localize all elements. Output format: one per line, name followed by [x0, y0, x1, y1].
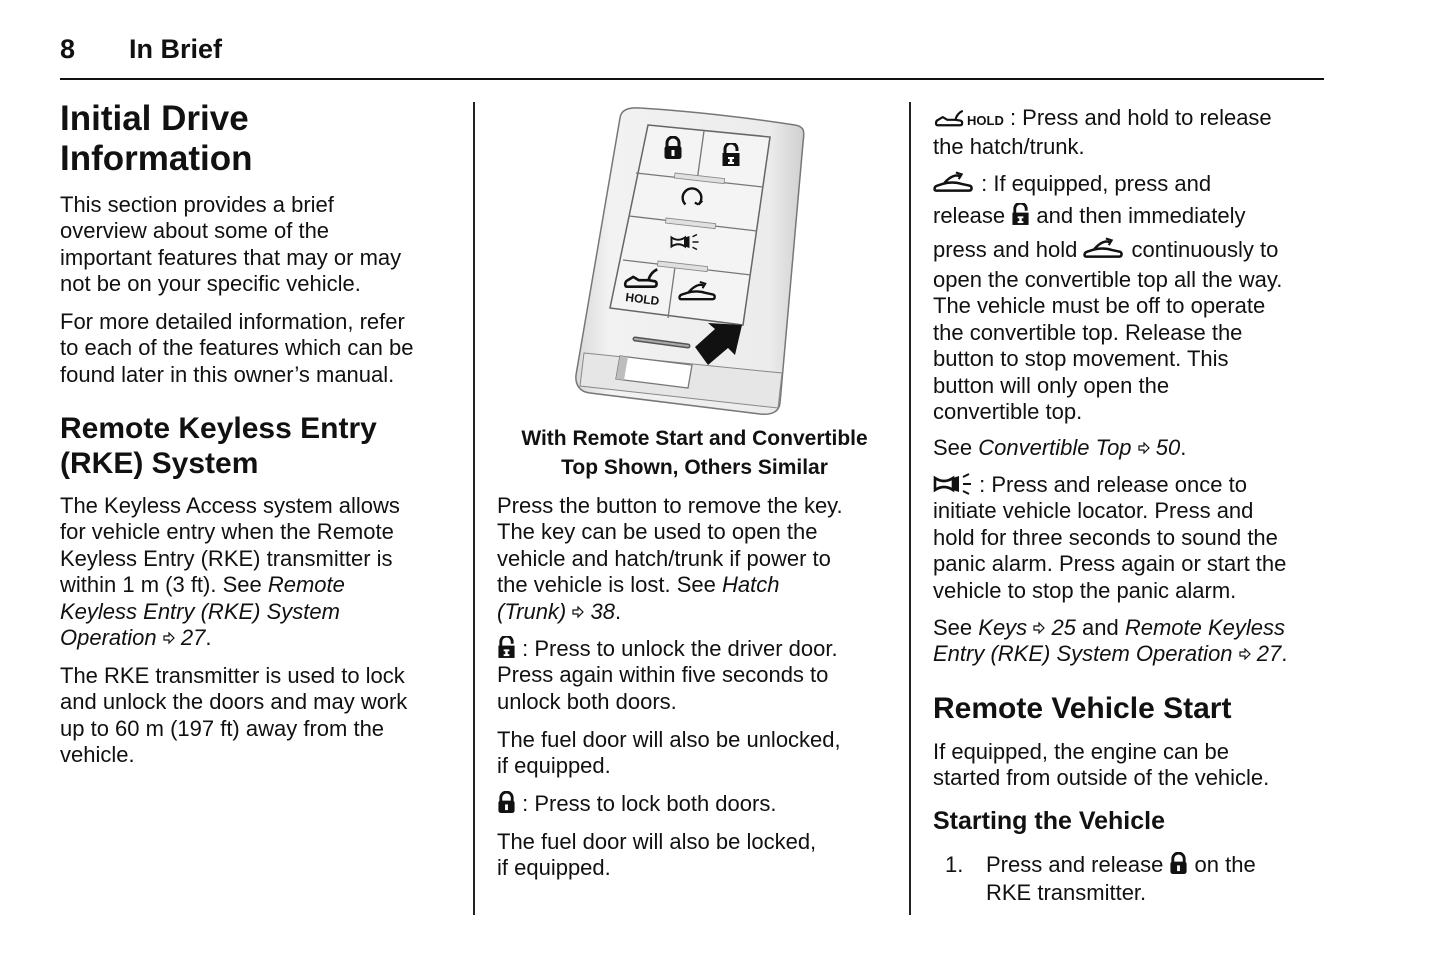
text-line	[933, 641, 1328, 667]
page-reference-arrow-icon	[1239, 648, 1251, 660]
text: Press and release	[986, 852, 1170, 877]
unlock-icon	[1011, 203, 1030, 226]
text: : Press and hold to release	[1003, 105, 1272, 130]
page-reference-arrow-icon	[1033, 622, 1045, 634]
text-line: hold for three seconds to sound the	[933, 524, 1278, 550]
convertible-top-icon	[1083, 236, 1125, 260]
text: : If equipped, press and	[975, 171, 1212, 196]
text-line: Keyless Entry (RKE) transmitter is	[60, 545, 393, 571]
text-line	[933, 105, 1328, 134]
xref-link-keys[interactable]: Keys	[978, 615, 1028, 640]
text-line: Press the button to remove the key.	[497, 493, 843, 518]
heading-remote-vehicle-start: Remote Vehicle Start	[933, 692, 1232, 725]
text-line: found later in this owner’s manual.	[60, 361, 395, 387]
text-line	[497, 599, 892, 625]
text: .	[1281, 641, 1288, 667]
text: on the	[1188, 852, 1256, 877]
text-line: if equipped.	[497, 855, 611, 881]
xref-link-hatch[interactable]: Hatch	[722, 572, 780, 598]
trunk-release-icon	[933, 108, 967, 128]
xref-link-rke-operation[interactable]: Keyless Entry (RKE) System	[60, 598, 340, 624]
rke-paragraph-2	[60, 663, 460, 769]
text-line	[933, 199, 1328, 233]
page-reference[interactable]: 25	[1051, 615, 1076, 640]
text-line: The fuel door will also be locked,	[497, 829, 817, 854]
text-line	[60, 599, 460, 625]
text-line: Press again within five seconds to	[497, 662, 829, 688]
step-list	[945, 852, 1325, 907]
text: : Press to unlock the driver door.	[516, 636, 838, 661]
text-line: for vehicle entry when the Remote	[60, 519, 394, 545]
text-line: The fuel door will also be unlocked,	[497, 727, 841, 752]
column-divider-2	[909, 102, 911, 915]
text: See	[933, 615, 979, 640]
key-paragraph	[497, 493, 892, 625]
lock-icon	[1169, 852, 1188, 875]
text: the vehicle is lost. See	[497, 572, 723, 598]
text-line: The key can be used to open the	[497, 519, 818, 545]
text: and	[1075, 615, 1125, 640]
text: .	[1180, 435, 1187, 460]
text-line: to each of the features which can be	[60, 335, 414, 361]
text: .	[205, 625, 212, 651]
text: and then immediately	[1030, 203, 1246, 228]
text: : Press and release once to	[973, 472, 1247, 497]
text-line	[60, 572, 460, 598]
text-line: button will only open the	[933, 372, 1170, 398]
text-line: The RKE transmitter is used to lock	[60, 663, 405, 688]
text: release	[933, 203, 1012, 228]
text-line: For more detailed information, refer	[60, 309, 405, 334]
text-line	[933, 472, 1328, 498]
heading-starting-the-vehicle: Starting the Vehicle	[933, 807, 1166, 835]
text-line: unlock both doors.	[497, 688, 677, 714]
heading-line: Initial Drive	[60, 99, 249, 138]
page-number: 8	[60, 34, 76, 64]
column-divider-1	[473, 102, 475, 915]
page-reference[interactable]: 50	[1155, 435, 1181, 460]
intro-paragraph-2	[60, 309, 460, 388]
convertible-see-reference	[933, 435, 1328, 461]
text-line: RKE transmitter.	[986, 880, 1147, 906]
text-line	[60, 625, 460, 651]
header-rule	[60, 78, 1324, 80]
list-item	[945, 852, 1325, 907]
text: within 1 m (3 ft). See	[60, 572, 268, 598]
trunk-paragraph	[933, 105, 1328, 161]
page-reference[interactable]: 27	[1256, 641, 1282, 667]
panic-paragraph	[933, 472, 1328, 604]
text: .	[615, 598, 622, 624]
text-line: This section provides a brief	[60, 192, 334, 217]
unlock-paragraph	[497, 636, 892, 715]
text-line	[986, 852, 1325, 878]
xref-link-rke-operation[interactable]: Remote	[267, 572, 345, 598]
text-line: not be on your specific vehicle.	[60, 271, 361, 297]
text-line	[497, 791, 892, 817]
text-line: if equipped.	[497, 753, 611, 779]
page-reference-arrow-icon	[163, 632, 175, 644]
section-title: In Brief	[129, 34, 223, 64]
text-line	[933, 233, 1328, 267]
text-line	[933, 168, 1328, 199]
text-line: started from outside of the vehicle.	[933, 765, 1270, 791]
text-line	[933, 435, 1328, 461]
text-line	[933, 615, 1328, 641]
text: See	[933, 435, 979, 460]
fuel-lock-paragraph	[497, 829, 892, 882]
convertible-top-icon	[933, 170, 975, 194]
text-line: The Keyless Access system allows	[60, 493, 400, 518]
xref-link-rke-operation[interactable]: Remote Keyless	[1124, 615, 1286, 640]
figure-caption	[497, 424, 892, 482]
text-line: button to stop movement. This	[933, 346, 1229, 372]
text-line: important features that may or may	[60, 244, 402, 270]
heading-initial-drive-information	[60, 99, 460, 179]
text-line: overview about some of the	[60, 218, 330, 244]
text: continuously to	[1125, 237, 1279, 262]
text-line: vehicle to stop the panic alarm.	[933, 577, 1237, 603]
heading-line: Information	[60, 139, 253, 178]
panic-horn-icon	[933, 473, 973, 495]
text-line: the hatch/trunk.	[933, 134, 1085, 160]
text-line: vehicle.	[60, 742, 135, 768]
heading-rke-system	[60, 411, 460, 481]
page-reference-arrow-icon	[572, 606, 584, 618]
text-line	[497, 572, 892, 598]
xref-link-rke-operation[interactable]: Operation	[60, 625, 157, 651]
unlock-icon	[497, 636, 516, 659]
text-line: panic alarm. Press again or start the	[933, 551, 1287, 577]
key-fob-illustration	[570, 103, 810, 418]
text: press and hold	[933, 237, 1084, 262]
text-line: initiate vehicle locator. Press and	[933, 498, 1254, 524]
intro-paragraph-1	[60, 192, 460, 298]
text-line: up to 60 m (197 ft) away from the	[60, 715, 385, 741]
fuel-unlock-paragraph	[497, 727, 892, 780]
step-number: 1.	[945, 852, 964, 877]
caption-line: Top Shown, Others Similar	[561, 456, 828, 479]
hold-label: HOLD	[967, 113, 1004, 128]
lock-icon	[497, 791, 516, 814]
text-line: open the convertible top all the way.	[933, 267, 1283, 292]
text-line: convertible top.	[933, 399, 1083, 425]
text-line: the convertible top. Release the	[933, 319, 1243, 345]
heading-line: (RKE) System	[60, 447, 259, 480]
text-line: vehicle and hatch/trunk if power to	[497, 545, 831, 571]
page-reference[interactable]: 27	[180, 625, 206, 651]
text: : Press to lock both doors.	[516, 791, 777, 816]
rke-paragraph-1	[60, 493, 460, 651]
text-line: The vehicle must be off to operate	[933, 293, 1266, 319]
xref-link-rke-operation[interactable]: Entry (RKE) System Operation	[933, 641, 1233, 667]
page-reference-arrow-icon	[1138, 442, 1150, 454]
lock-paragraph	[497, 791, 892, 817]
xref-link-convertible-top[interactable]: Convertible Top	[978, 435, 1132, 460]
caption-line: With Remote Start and Convertible	[521, 427, 868, 450]
text-line: If equipped, the engine can be	[933, 739, 1230, 764]
xref-link-hatch[interactable]: (Trunk)	[497, 598, 567, 624]
text-line	[497, 636, 892, 662]
page-reference[interactable]: 38	[590, 598, 615, 624]
rvs-paragraph	[933, 739, 1328, 792]
convertible-paragraph	[933, 168, 1328, 425]
text-line: and unlock the doors and may work	[60, 689, 408, 715]
svg-text:HOLD: HOLD	[624, 290, 661, 309]
heading-line: Remote Keyless Entry	[60, 412, 377, 445]
panic-see-reference	[933, 615, 1328, 668]
